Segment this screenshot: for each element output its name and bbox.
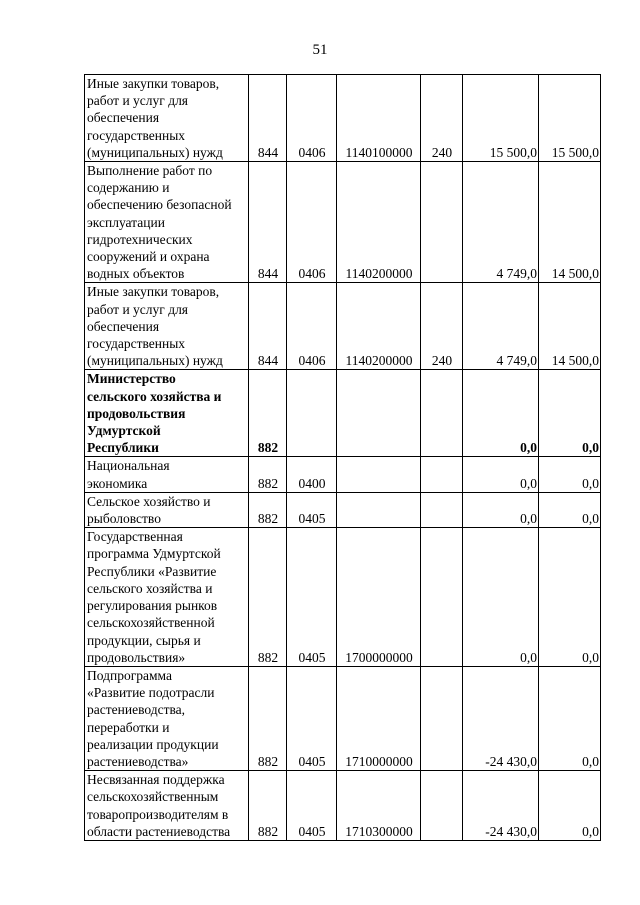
- table-row: [85, 75, 601, 162]
- section-code-cell: 0406: [287, 283, 337, 370]
- target-article-cell: 1140100000: [337, 75, 421, 162]
- target-article-cell: [337, 457, 421, 492]
- amount-total-cell: 0,0: [539, 771, 601, 841]
- section-code-cell: 0405: [287, 492, 337, 527]
- amount-change-cell: 0,0: [463, 370, 539, 457]
- amount-total-cell: 0,0: [539, 666, 601, 770]
- expense-type-cell: [421, 457, 463, 492]
- row-name-text: Сельское хозяйство и рыболовство: [87, 493, 211, 527]
- section-code-cell: 0406: [287, 75, 337, 162]
- target-article-cell: 1140200000: [337, 162, 421, 283]
- row-name-text: Иные закупки товаров, работ и услуг для обеспечения государственных (муниципальных) нужд: [87, 284, 223, 369]
- page-number: 51: [312, 42, 328, 58]
- row-name-text: Выполнение работ по содержанию и обеспечению безопасной эксплуатации гидротехнических сооружений и охрана водных объектов: [87, 163, 232, 282]
- ministry-code-cell: 882: [249, 457, 287, 492]
- ministry-code-cell: 882: [249, 666, 287, 770]
- ministry-code-cell: 844: [249, 162, 287, 283]
- row-name-cell: [85, 771, 249, 841]
- amount-change-cell: -24 430,0: [463, 666, 539, 770]
- target-article-cell: 1700000000: [337, 528, 421, 667]
- row-name-cell: [85, 162, 249, 283]
- row-name-cell: [85, 666, 249, 770]
- target-article-cell: 1140200000: [337, 283, 421, 370]
- table-row: [85, 528, 601, 667]
- table-row: [85, 370, 601, 457]
- target-article-cell: 1710000000: [337, 666, 421, 770]
- amount-total-cell: 14 500,0: [539, 162, 601, 283]
- section-code-cell: 0405: [287, 666, 337, 770]
- ministry-code-cell: 882: [249, 771, 287, 841]
- expense-type-cell: [421, 666, 463, 770]
- ministry-code-cell: 844: [249, 75, 287, 162]
- row-name-text: Иные закупки товаров, работ и услуг для обеспечения государственных (муниципальных) нужд: [87, 76, 223, 160]
- row-name-text: Подпрограмма «Развитие подотрасли растениеводства, переработки и реализации продукции растениеводства»: [87, 667, 219, 769]
- table-row: [85, 162, 601, 283]
- row-name-cell: [85, 457, 249, 492]
- amount-change-cell: -24 430,0: [463, 771, 539, 841]
- section-code-cell: [287, 370, 337, 457]
- section-code-cell: 0405: [287, 771, 337, 841]
- expense-type-cell: [421, 370, 463, 457]
- amount-change-cell: 4 749,0: [463, 283, 539, 370]
- amount-total-cell: 0,0: [539, 492, 601, 527]
- section-code-cell: 0406: [287, 162, 337, 283]
- amount-total-cell: 15 500,0: [539, 75, 601, 162]
- amount-change-cell: 0,0: [463, 457, 539, 492]
- expense-type-cell: [421, 528, 463, 667]
- amount-change-cell: 0,0: [463, 528, 539, 667]
- table-row: [85, 457, 601, 492]
- amount-change-cell: 4 749,0: [463, 162, 539, 283]
- table-row: [85, 666, 601, 770]
- row-name-cell: [85, 283, 249, 370]
- row-name-cell: [85, 370, 249, 457]
- amount-change-cell: 15 500,0: [463, 75, 539, 162]
- target-article-cell: 1710300000: [337, 771, 421, 841]
- row-name-cell: [85, 75, 249, 162]
- budget-table: [84, 74, 601, 841]
- table-row: [85, 771, 601, 841]
- ministry-code-cell: 882: [249, 492, 287, 527]
- amount-total-cell: 0,0: [539, 370, 601, 457]
- expense-type-cell: [421, 771, 463, 841]
- amount-total-cell: 14 500,0: [539, 283, 601, 370]
- amount-total-cell: 0,0: [539, 528, 601, 667]
- row-name-cell: [85, 492, 249, 527]
- row-name-text: Национальная экономика: [87, 458, 170, 491]
- expense-type-cell: [421, 162, 463, 283]
- table-row: [85, 283, 601, 370]
- ministry-code-cell: 882: [249, 528, 287, 667]
- amount-change-cell: 0,0: [463, 492, 539, 527]
- row-name-text: Министерство сельского хозяйства и продовольствия Удмуртской Республики: [87, 371, 222, 456]
- ministry-code-cell: 844: [249, 283, 287, 370]
- target-article-cell: [337, 370, 421, 457]
- target-article-cell: [337, 492, 421, 527]
- row-name-text: Несвязанная поддержка сельскохозяйственным товаропроизводителям в области растениеводства: [87, 772, 231, 839]
- budget-table-body: [85, 75, 601, 841]
- ministry-code-cell: 882: [249, 370, 287, 457]
- expense-type-cell: [421, 492, 463, 527]
- row-name-text: Государственная программа Удмуртской Республики «Развитие сельского хозяйства и регулирования рынков сельскохозяйственной продукции, сырья и продовольствия»: [87, 529, 221, 665]
- section-code-cell: 0400: [287, 457, 337, 492]
- expense-type-cell: 240: [421, 283, 463, 370]
- expense-type-cell: 240: [421, 75, 463, 162]
- section-code-cell: 0405: [287, 528, 337, 667]
- table-row: [85, 492, 601, 527]
- amount-total-cell: 0,0: [539, 457, 601, 492]
- row-name-cell: [85, 528, 249, 667]
